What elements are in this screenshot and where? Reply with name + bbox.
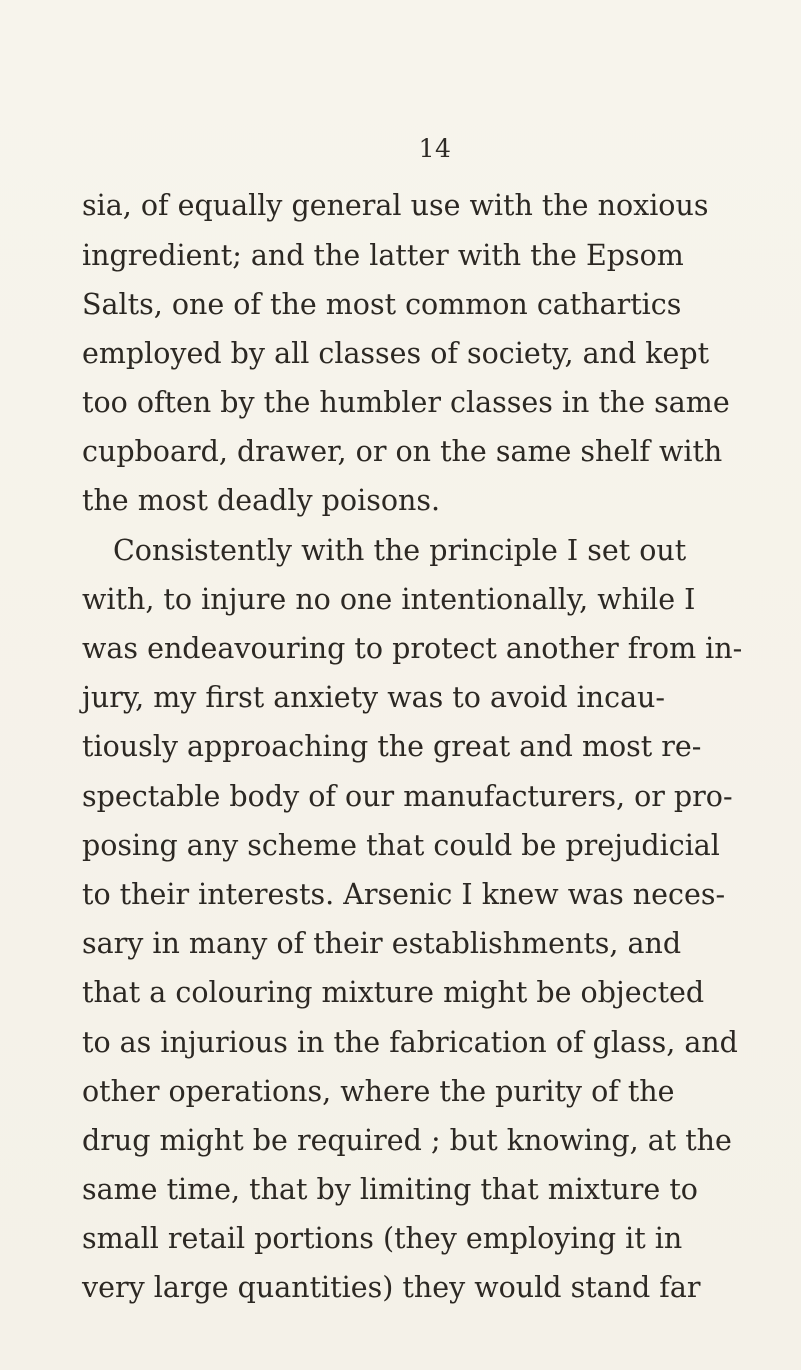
- text-line-2: ingredient; and the latter with the Epsom: [82, 238, 684, 272]
- text-line-9: with, to injure no one intentionally, while I: [82, 582, 696, 616]
- text-line-15: to their interests. Arsenic I knew was neces-: [82, 877, 726, 911]
- text-line-20: drug might be required ; but knowing, at the: [82, 1123, 732, 1157]
- text-line-10: was endeavouring to protect another from in-: [82, 632, 743, 666]
- text-line-7: the most deadly poisons.: [82, 484, 441, 518]
- text-line-5: too often by the humbler classes in the same: [82, 386, 730, 420]
- text-line-11: jury, my first anxiety was to avoid incau-: [82, 681, 666, 715]
- text-line-6: cupboard, drawer, or on the same shelf with: [82, 435, 723, 469]
- text-line-21: same time, that by limiting that mixture to: [82, 1173, 698, 1207]
- text-line-23: very large quantities) they would stand far: [82, 1271, 701, 1305]
- text-line-19: other operations, where the purity of the: [82, 1074, 675, 1108]
- text-line-14: posing any scheme that could be prejudicial: [82, 828, 720, 862]
- body-text: [82, 182, 743, 1313]
- text-line-1: sia, of equally general use with the noxious: [82, 189, 709, 223]
- text-line-17: that a colouring mixture might be objected: [82, 976, 705, 1010]
- text-line-12: tiously approaching the great and most re-: [82, 730, 702, 764]
- text-line-18: to as injurious in the fabrication of glass, and: [82, 1025, 738, 1059]
- page-number: 14: [418, 134, 452, 163]
- text-line-13: spectable body of our manufacturers, or pro-: [82, 779, 733, 813]
- text-line-4: employed by all classes of society, and kept: [82, 336, 710, 370]
- text-line-8: Consistently with the principle I set out: [113, 533, 687, 567]
- text-line-16: sary in many of their establishments, and: [82, 927, 682, 961]
- text-line-22: small retail portions (they employing it in: [82, 1222, 683, 1256]
- text-line-3: Salts, one of the most common cathartics: [82, 287, 682, 321]
